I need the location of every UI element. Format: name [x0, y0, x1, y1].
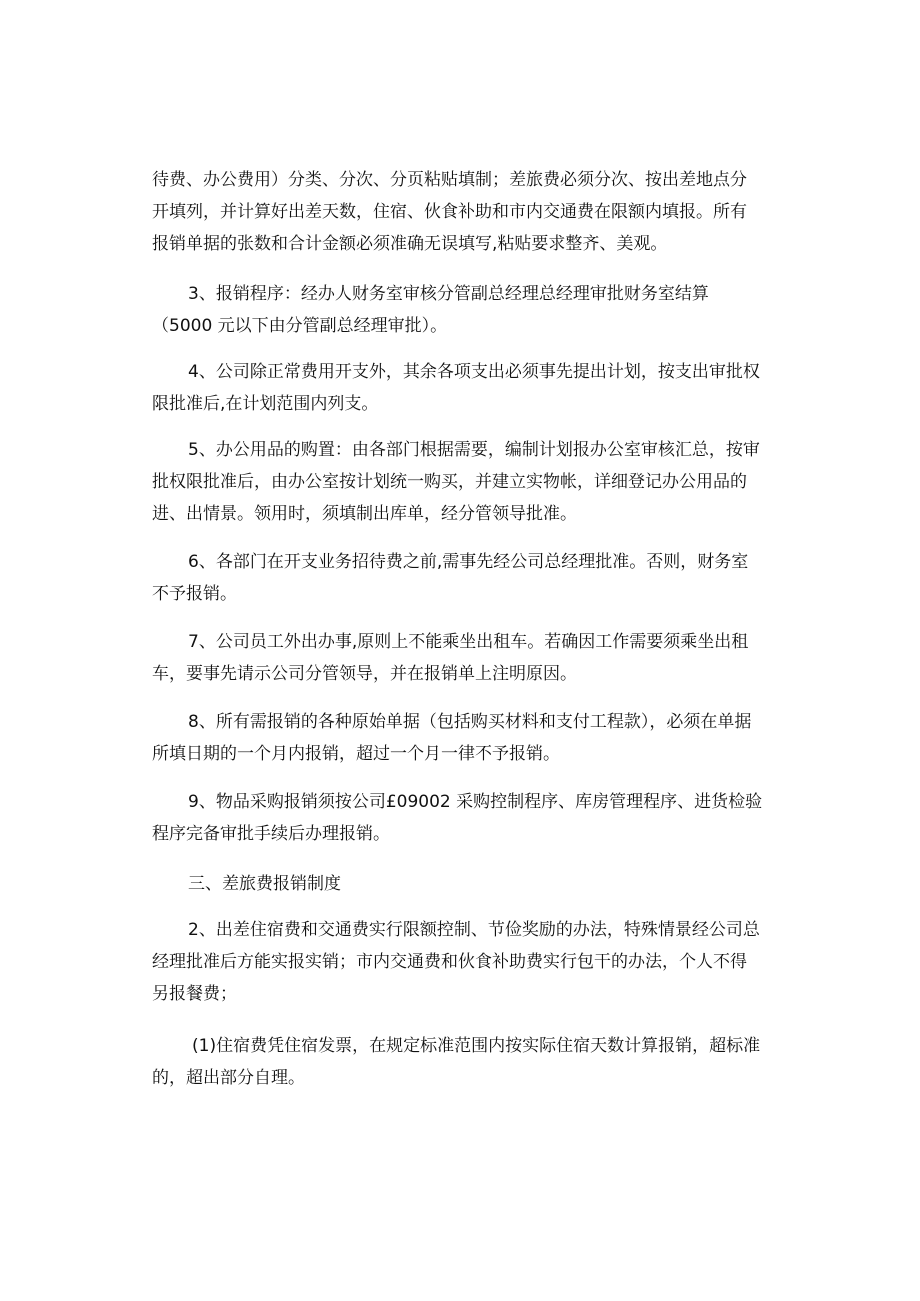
text-line: 9、物品采购报销须按公司£09002 采购控制程序、库房管理程序、进货检验 — [188, 792, 763, 812]
text-line: 4、公司除正常费用开支外，其余各项支出必须事先提出计划，按支出审批权 — [188, 362, 760, 382]
text-line: 3、报销程序：经办人财务室审核分管副总经理总经理审批财务室结算 — [188, 284, 709, 304]
section-heading: 三、差旅费报销制度 — [188, 874, 341, 894]
text-line: 2、出差住宿费和交通费实行限额控制、节俭奖励的办法，特殊情景经公司总 — [188, 920, 760, 940]
text-line: 程序完备审批手续后办理报销。 — [152, 824, 390, 844]
text-line: (1)住宿费凭住宿发票，在规定标准范围内按实际住宿天数计算报销，超标准 — [192, 1036, 761, 1056]
text-line: 8、所有需报销的各种原始单据（包括购买材料和支付工程款），必须在单据 — [188, 712, 752, 732]
text-line: 开填列，并计算好出差天数，住宿、伙食补助和市内交通费在限额内填报。所有 — [152, 202, 747, 222]
text-line: （5000 元以下由分管副总经理审批）。 — [152, 316, 448, 336]
paragraph-item-7 — [152, 626, 772, 690]
text-line: 7、公司员工外出办事,原则上不能乘坐出租车。若确因工作需要须乘坐出租 — [188, 632, 749, 652]
section-heading-travel-expense — [152, 868, 772, 900]
paragraph-item-8 — [152, 706, 772, 770]
text-line: 待费、办公费用）分类、分次、分页粘贴填制；差旅费必须分次、按出差地点分 — [152, 170, 747, 190]
text-line: 批权限批准后，由办公室按计划统一购买，并建立实物帐，详细登记办公用品的 — [152, 472, 747, 492]
paragraph-item-9 — [152, 786, 772, 850]
text-line: 另报餐费； — [152, 984, 237, 1004]
text-line: 6、各部门在开支业务招待费之前,需事先经公司总经理批准。否则，财务室 — [188, 552, 749, 572]
text-line: 5、办公用品的购置：由各部门根据需要，编制计划报办公室审核汇总，按审 — [188, 440, 760, 460]
text-line: 报销单据的张数和合计金额必须准确无误填写,粘贴要求整齐、美观。 — [152, 234, 668, 254]
paragraph-lodging-rule — [152, 1030, 772, 1094]
text-line: 不予报销。 — [152, 584, 237, 604]
text-line: 经理批准后方能实报实销；市内交通费和伙食补助费实行包干的办法，个人不得 — [152, 952, 747, 972]
paragraph-travel-item-2 — [152, 914, 772, 1010]
paragraph-item-5 — [152, 434, 772, 530]
paragraph-item-6 — [152, 546, 772, 610]
text-line: 的，超出部分自理。 — [152, 1068, 305, 1088]
paragraph-item-3 — [152, 278, 772, 342]
text-line: 车，要事先请示公司分管领导，并在报销单上注明原因。 — [152, 664, 577, 684]
text-line: 限批准后,在计划范围内列支。 — [152, 394, 379, 414]
text-line: 进、出情景。领用时，须填制出库单，经分管领导批准。 — [152, 504, 577, 524]
text-line: 所填日期的一个月内报销，超过一个月一律不予报销。 — [152, 744, 560, 764]
paragraph-item-4 — [152, 356, 772, 420]
paragraph-expense-filing — [152, 164, 772, 260]
